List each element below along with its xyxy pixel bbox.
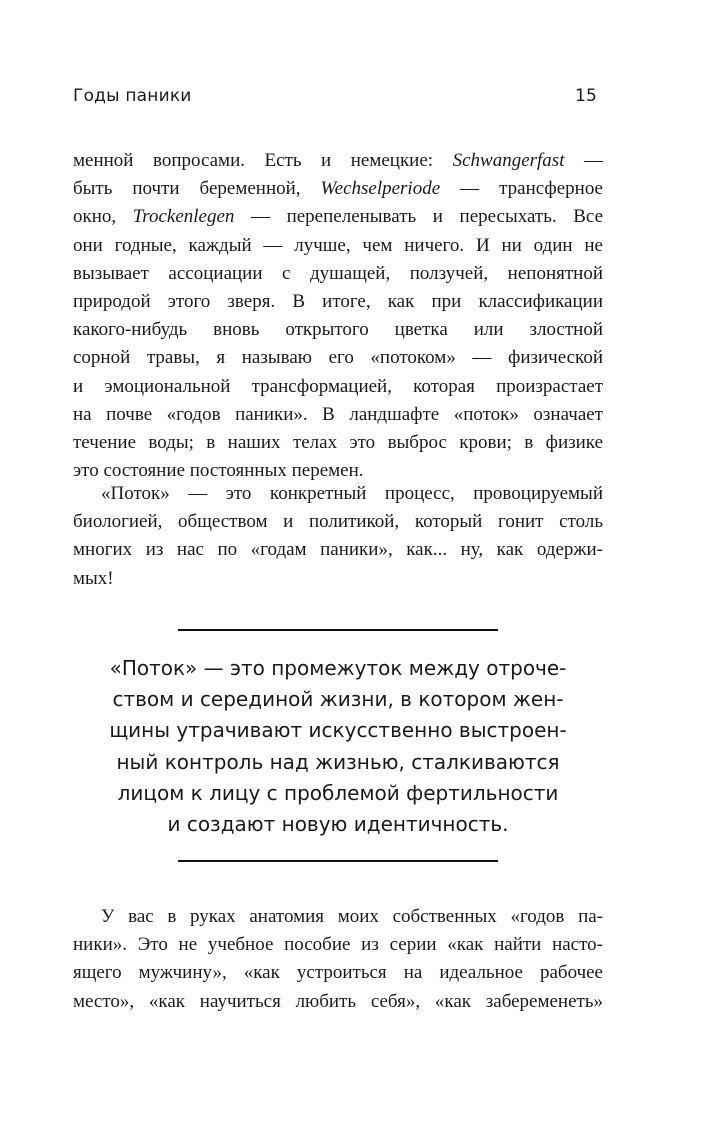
pull-quote-line: лицом к лицу с проблемой фертильности [117,780,559,805]
pull-quote-line: ный контроль над жизнью, сталкиваются [116,749,560,774]
page-number: 15 [574,86,597,106]
running-head-title: Годы паники [73,86,192,106]
pull-quote-bottom-rule [178,860,498,862]
german-term: Schwangerfast [452,150,565,171]
pull-quote-line: и создают новую идентичность. [167,812,509,837]
german-term: Trockenlegen [132,206,235,228]
text-line: течение воды; в наших телах это выброс крови; в физике [73,432,603,454]
text-line: биологией, обществом и политикой, который гонит столь [73,511,603,533]
text-line: место», «как научиться любить себя», «как забеременеть» [73,990,603,1012]
paragraph-continuation [73,147,603,485]
text-line: мых! [73,567,114,589]
text-line: вызывает ассоциации с душащей, ползучей, непонятной [73,262,603,284]
text-line: и эмоциональной трансформацией, которая произрастает [73,375,603,397]
text-line: на почве «годов паники». В ландшафте «поток» означает [73,403,603,425]
text-line: У вас в руках анатомия моих собственных «годов па- [101,906,603,927]
text-line: они годные, каждый — лучше, чем ничего. И ни один не [73,234,603,256]
paragraph [73,480,603,593]
text-line: природой этого зверя. В итоге, как при классификации [73,291,603,313]
pull-quote-line: «Поток» — это промежуток между отроче- [109,656,567,680]
text-line: сорной травы, я называю его «потоком» — физической [73,347,603,369]
text-line: окно, Trockenlegen — перепеленывать и пересыхать. Все [73,206,603,228]
text-line: менной вопросами. Есть и немецкие: Schwangerfast — [73,150,603,171]
paragraph [73,903,603,1016]
text-line: ники». Это не учебное пособие из серии «как найти насто- [73,934,603,956]
german-term: Wechselperiode [320,178,441,200]
text-line: многих из нас по «годам паники», как... ну, как одержи- [73,539,603,561]
text-line: это состояние постоянных перемен. [73,460,364,482]
pull-quote-top-rule [178,629,498,631]
pull-quote [85,653,591,840]
pull-quote-line: ством и серединой жизни, в котором жен- [112,687,564,712]
pull-quote-line: щины утрачивают искусственно выстроен- [109,718,567,743]
running-head [73,86,597,110]
text-line: ящего мужчину», «как устроиться на идеальное рабочее [73,962,603,984]
text-line: быть почти беременной, Wechselperiode — трансферное [73,178,603,200]
text-line: какого-нибудь вновь открытого цветка или злостной [73,319,603,341]
text-line: «Поток» — это конкретный процесс, провоцируемый [101,483,603,504]
